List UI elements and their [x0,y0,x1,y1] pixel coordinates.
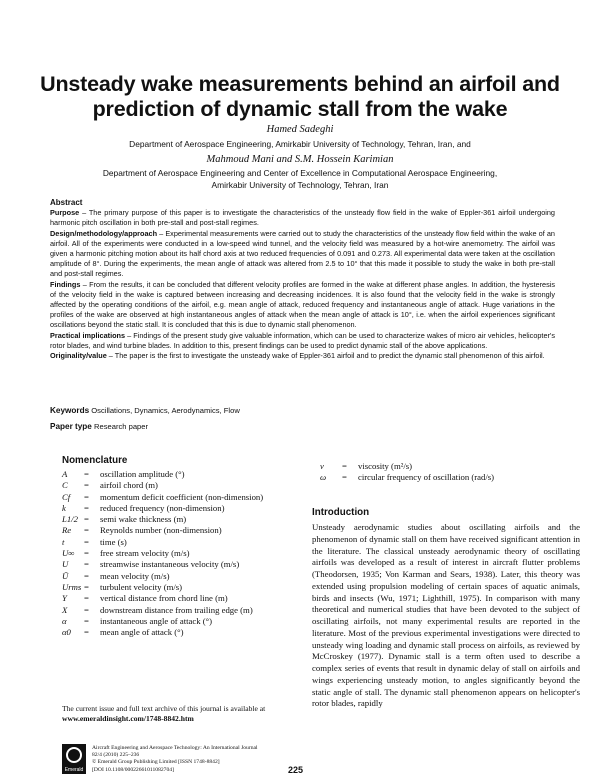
paper-type [50,422,148,431]
nomenclature-row: Re = Reynolds number (non-dimension) [62,525,222,536]
affiliation-2a: Department of Aerospace Engineering and Center of Excellence in Computational Aerospace Engineering, [102,168,498,178]
logo-text: Emerald [64,767,84,773]
introduction-text [312,522,580,710]
author-2: Mahmoud Mani and S.M. Hossein Karimian [206,154,394,165]
nomenclature-row: Urms = turbulent velocity (m/s) [62,581,183,592]
practical-text: – Findings of the present study give valuable information, which can be used to characterize wakes of micro air vehicles, helicopter's rotor blades, and wind turbine blades. In addition to this, present findings can be used to predict dynamic stall of the above applications. [50,330,555,350]
journal-name: Aircraft Engineering and Aerospace Technology: An International Journal [92,745,258,751]
design-text: – Experimental measurements were carried out to study the characteristics of the unsteady flow field within the wake of an airfoil. All of the experiments were conducted in a low-speed wind tunnel, and the velocity field was measured by a hot-wire anemometry. The airfoil was given a harmonic pitching motion about its half chord axis at two reduced frequencies of 0.091 and 0.273. All experimental data were taken at the oscillation amplitude of 8°. During the experiments, the mean angle of attack was altered from 2.5 to 10° that this made it possible to study the wake in both pre-stall and post-stall regimes. [50,228,555,279]
abstract [50,198,555,361]
nomenclature-row: C = airfoil chord (m) [62,480,158,491]
nomenclature-row: k = reduced frequency (non-dimension) [62,502,225,513]
affiliation-1: Department of Aerospace Engineering, Amirkabir University of Technology, Tehran, Iran, and [129,139,471,149]
introduction-heading: Introduction [312,507,370,518]
archive-line: The current issue and full text archive of this journal is available at [62,704,266,713]
purpose-text: – The primary purpose of this paper is to investigate the characteristics of the unsteady flow field in the wake of Eppler-361 airfoil undergoing harmonic pitch oscillation in both pre-stall and post-stall regimes. [50,208,555,228]
nomenclature-row: ν = viscosity (m²/s) [320,461,413,471]
nomenclature-row: t = time (s) [62,536,127,547]
abstract-heading: Abstract [50,198,83,207]
journal-doi: [DOI 10.1108/00022661011082704] [92,766,174,773]
nomenclature-row: α = instantaneous angle of attack (°) [62,615,213,626]
publication-info [92,745,258,774]
keywords-label: Keywords [50,406,90,415]
practical-label: Practical implications [50,330,126,340]
nomenclature-row: Cf = momentum deficit coefficient (non-dimension) [62,491,264,502]
paper-type-text: Research paper [94,422,149,431]
affiliation-2b: Amirkabir University of Technology, Tehran, Iran [211,180,389,190]
nomenclature-row: A = oscillation amplitude (°) [62,469,185,479]
nomenclature-list [62,469,263,638]
nomenclature-row: X = downstream distance from trailing edge (m) [62,604,253,615]
author-1: Hamed Sadeghi [266,124,334,135]
purpose-label: Purpose [50,208,80,218]
journal-volume: 82/4 (2010) 225–236 [92,752,140,759]
paper-type-label: Paper type [50,422,92,431]
findings-text: – From the results, it can be concluded that different velocity profiles are formed in the wake at different phase angles. In addition, the hysteresis of the velocity field in the wake is captured between increasing and decreasing incidences. It is also found that the velocity field in the wake is strongly affected by the operating conditions of the airfoil, e.g. mean angle of attack, reduced frequency and instantaneous angle of attack. Huge variations in the profiles of the wake are observed at high instantaneous angles of attack when the mean angle of attack is 10°, i.e. when the airfoil experiences significant oscillations beyond the static stall. It is concluded that this is due to dynamic stall phenomenon. [50,279,555,330]
journal-copyright: © Emerald Group Publishing Limited [ISSN 1748-8842] [92,759,220,766]
archive-url[interactable]: www.emeraldinsight.com/1748-8842.htm [62,714,194,723]
nomenclature-list-right [320,461,494,484]
keywords-text: Oscillations, Dynamics, Aerodynamics, Flow [91,406,240,415]
keywords [50,406,240,415]
nomenclature-heading: Nomenclature [62,455,128,466]
nomenclature-row: L1/2 = semi wake thickness (m) [62,514,187,525]
nomenclature-row: ω = circular frequency of oscillation (rad/s) [320,472,495,483]
paper-title: Unsteady wake measurements behind an airfoil and prediction of dynamic stall from the wake [40,72,560,121]
design-label: Design/methodology/approach [50,228,158,238]
archive-note [62,704,300,724]
nomenclature-row: U = streamwise instantaneous velocity (m/s) [62,559,240,570]
nomenclature-row: Ū = mean velocity (m/s) [62,570,170,581]
emerald-logo [62,744,86,774]
originality-label: Originality/value [50,351,107,361]
nomenclature-row: U∞ = free stream velocity (m/s) [62,548,190,559]
introduction-paragraph: Unsteady aerodynamic studies about oscillating airfoils and the phenomenon of dynamic stall on them have received significant attention in the literature. The classical unsteady aerodynamic theory of oscillating airfoils was developed as a result of interest in aircraft flutter problems (Theodorsen, 1935; Von Karman and Sears, 1938). Later, this theory was extended using propulsion modeling of certain spaces of aquatic animals, birds and insects (Wu, 1971; Lighthill, 1975). In comparison with many theoretical and numerical studies that have been devoted to the subject of oscillating airfoils, not many experimental results are reported in the literature. Most of the previous experimental investigations were directed to unsteady wing loading and dynamic stall process on airfoils, as reviewed by McCroskey (1977). Dynamic stall is a term often used to describe a complex series of events that result in dynamic delay of stall on airfoils and wings experiencing unsteady motion, to angles significantly beyond the static angle of stall. The dynamic stall phenomenon appears on helicopter's rotor blades, rapidly [312,522,580,709]
nomenclature-row: α0 = mean angle of attack (°) [62,627,184,638]
page-number: 225 [288,765,304,775]
nomenclature-row: Y = vertical distance from chord line (m) [62,593,228,604]
findings-label: Findings [50,279,81,289]
originality-text: – The paper is the first to investigate the unsteady wake of Eppler-361 airfoil and to predict the dynamic stall phenomenon of this airfoil. [106,351,545,361]
